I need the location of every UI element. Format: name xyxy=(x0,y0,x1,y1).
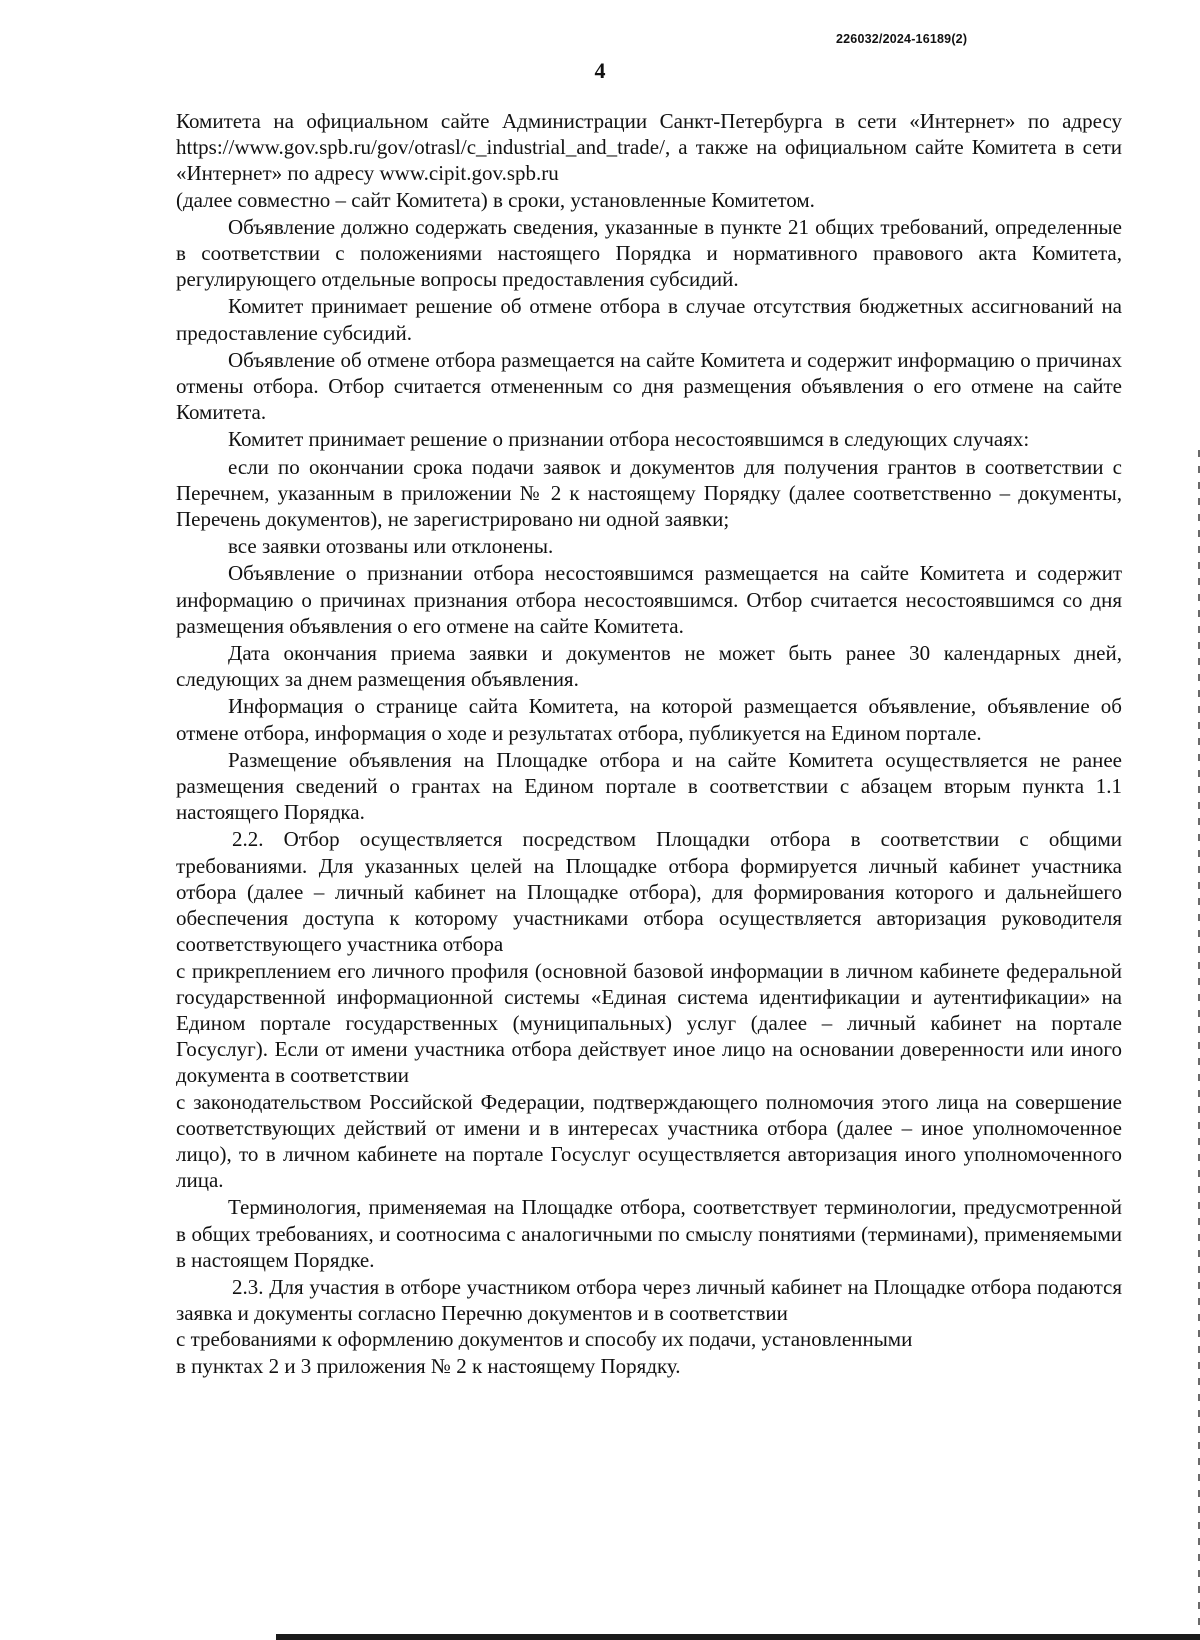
paragraph-placement: Размещение объявления на Площадке отбора и на сайте Комитета осуществляется не ранее размещения сведений о грантах на Едином портале в соответствии с абзацем вторым пункта 1.1 настоящего Порядка. xyxy=(176,747,1122,825)
document-registration-number: 226032/2024-16189(2) xyxy=(836,32,968,46)
paragraph-failed-selection-cases: Комитет принимает решение о признании отбора несостоявшимся в следующих случаях: xyxy=(228,427,1030,452)
document-body xyxy=(176,108,1122,1380)
paragraph-cancel-decision: Комитет принимает решение об отмене отбора в случае отсутствия бюджетных ассигнований на предоставление субсидий. xyxy=(176,294,1122,345)
paragraph-all-rejected: все заявки отозваны или отклонены. xyxy=(228,534,554,559)
paragraph-terminology: Терминология, применяемая на Площадке отбора, соответствует терминологии, предусмотренной в общих требованиях, и соотносима с аналогичными по смыслу понятиями (терминами), применяемыми в настоящем Порядке. xyxy=(176,1195,1122,1272)
paragraph-deadline: Дата окончания приема заявки и документов не может быть ранее 30 календарных дней, следующих за днем размещения объявления. xyxy=(176,641,1122,692)
paragraph-site-info: Информация о странице сайта Комитета, на которой размещается объявление, объявление об отмене отбора, информация о ходе и результатах отбора, публикуется на Едином портале. xyxy=(176,694,1122,745)
paragraph-no-applications: если по окончании срока подачи заявок и документов для получения грантов в соответствии с Перечнем, указанным в приложении № 2 к настоящему Порядку (далее соответственно – документы, Перечень документов), не зарегистрировано ни одной заявки; xyxy=(176,454,1122,532)
paragraph-failed-announcement: Объявление о признании отбора несостоявшимся размещается на сайте Комитета и содержит информацию о причинах признания отбора несостоявшимся. Отбор считается несостоявшимся со дня размещения объявления о его отмене на сайте Комитета. xyxy=(176,561,1122,638)
page-number: 4 xyxy=(594,58,606,83)
paragraph-announcement-content: Объявление должно содержать сведения, указанные в пункте 21 общих требований, определенные в соответствии с положениями настоящего Порядка и нормативного правового акта Комитета, регулирующего отдельные вопросы предоставления субсидий. xyxy=(176,214,1122,292)
section-2-2: 2.2. Отбор осуществляется посредством Площадки отбора в соответствии с общими требованиями. Для указанных целей на Площадке отбора формируется личный кабинет участника отбора (далее – личный кабинет на Площадке отбора), для формирования которого и дальнейшего обеспечения доступа к которому участниками отбора осуществляется авторизация руководителя соответствующего участника отбора с прикреплением его личного профиля (основной базовой информации в личном кабинете федеральной государственной информационной системы «Единая система идентификации и аутентификации» на Едином портале государственных (муниципальных) услуг (далее – личный кабинет на портале Госуслуг). Если от имени участника отбора действует иное лицо на основании доверенности или иного документа в соответствии с законодательством Российской Федерации, подтверждающего полномочия этого лица на совершение соответствующих действий от имени и в интересах участника отбора (далее – иное уполномоченное лицо), то в личном кабинете на портале Госуслуг осуществляется авторизация иного уполномоченного лица. xyxy=(176,827,1122,1193)
paragraph-cancel-announcement: Объявление об отмене отбора размещается на сайте Комитета и содержит информацию о причинах отмены отбора. Отбор считается отмененным со дня размещения объявления о его отмене на сайте Комитета. xyxy=(176,347,1122,425)
section-2-3: 2.3. Для участия в отборе участником отбора через личный кабинет на Площадке отбора подаются заявка и документы согласно Перечню документов и в соответствии с требованиями к оформлению документов и способу их подачи, установленными в пунктах 2 и 3 приложения № 2 к настоящему Порядку. xyxy=(176,1274,1122,1378)
paragraph-committee-site: Комитета на официальном сайте Администрации Санкт-Петербурга в сети «Интернет» по адресу https://www.gov.spb.ru/gov/otrasl/c_industrial_and_trade/, а также на официальном сайте Комитета в сети «Интернет» по адресу www.cipit.gov.spb.ru (далее совместно – сайт Комитета) в сроки, установленные Комитетом. xyxy=(176,109,1122,212)
scan-bottom-edge xyxy=(276,1634,1200,1640)
